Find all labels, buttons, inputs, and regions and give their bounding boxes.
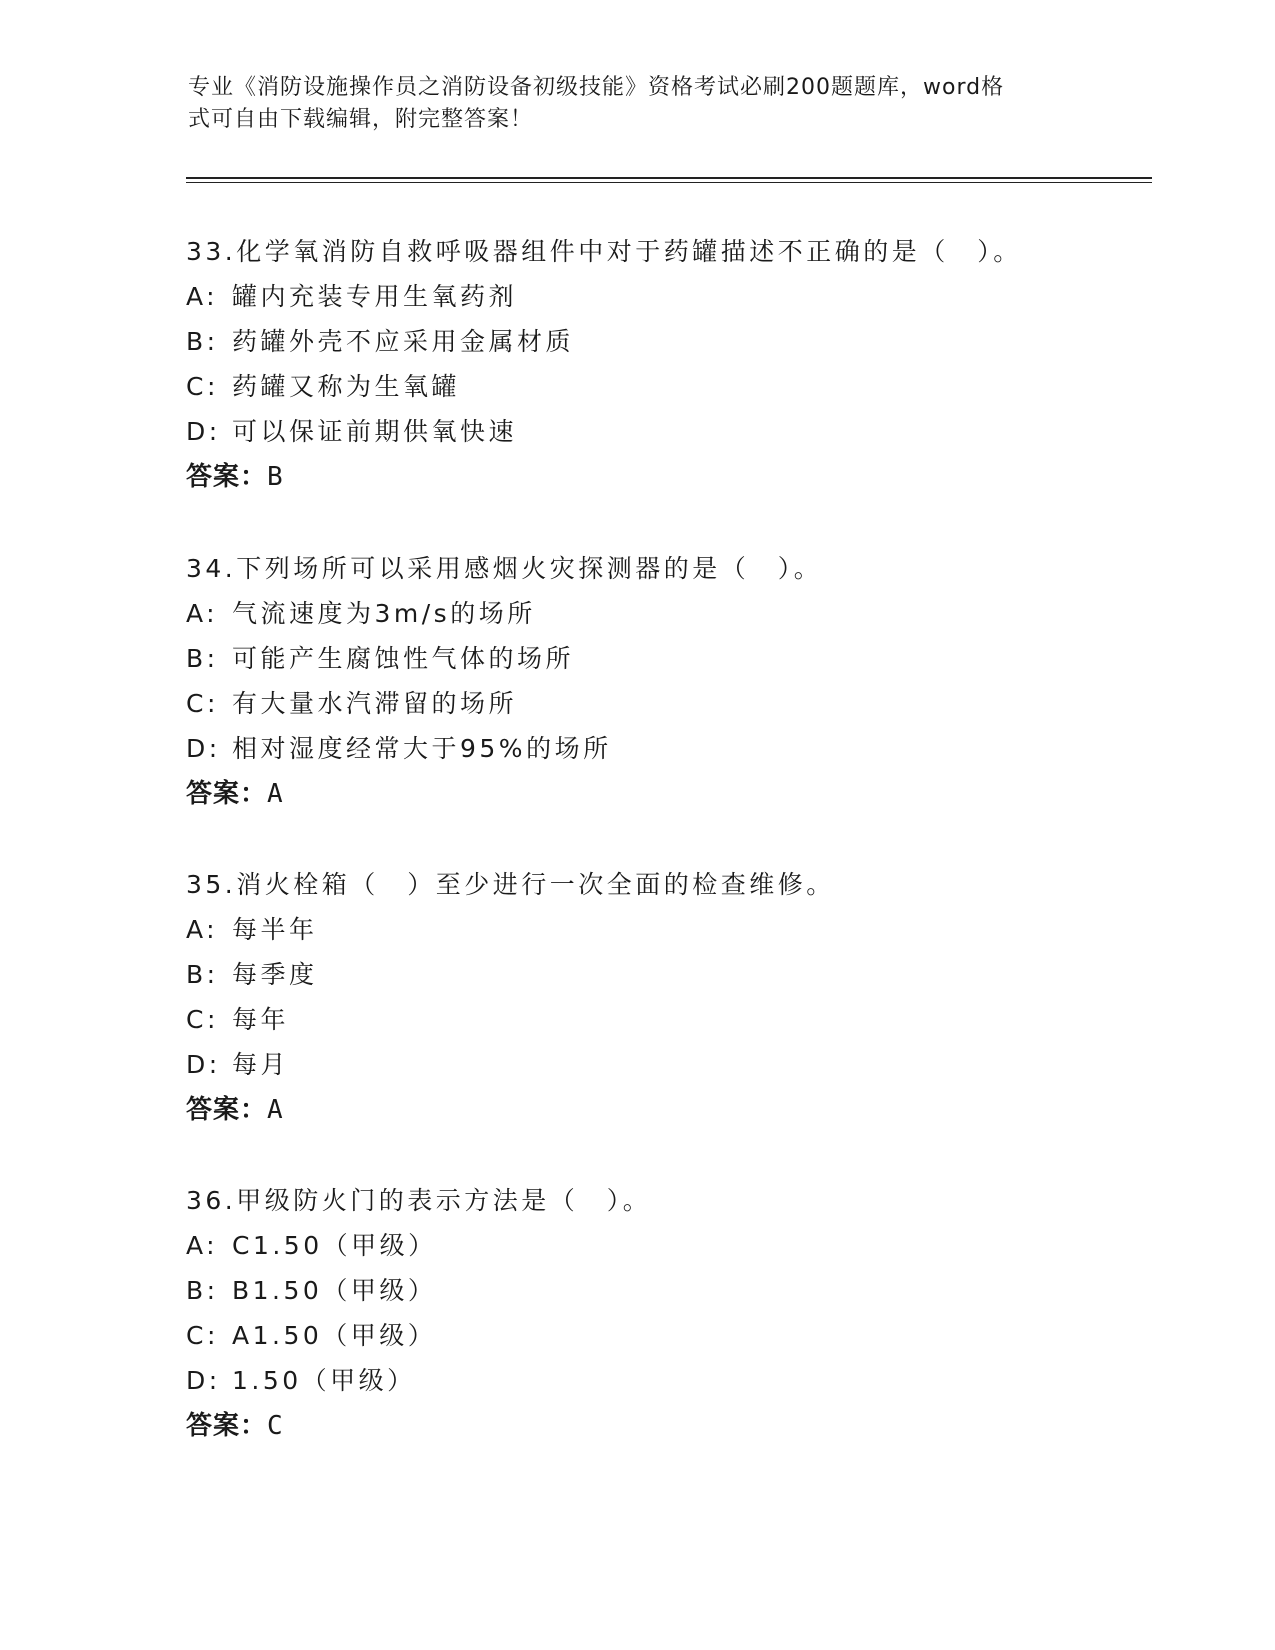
option-letter: B: bbox=[186, 327, 219, 356]
option-letter: B: bbox=[186, 1276, 219, 1305]
option-c bbox=[186, 681, 1086, 726]
option-b bbox=[186, 319, 1086, 364]
header-divider-thin bbox=[186, 182, 1152, 183]
option-text: 药罐又称为生氧罐 bbox=[232, 372, 461, 401]
option-letter: D: bbox=[186, 417, 221, 446]
option-a bbox=[186, 274, 1086, 319]
option-text: 每季度 bbox=[232, 960, 318, 989]
option-a bbox=[186, 907, 1086, 952]
answer-line bbox=[186, 1087, 1086, 1133]
question-stem: 36.甲级防火门的表示方法是（ ）。 bbox=[186, 1186, 652, 1215]
option-c bbox=[186, 364, 1086, 409]
option-text: 1.50（甲级） bbox=[232, 1366, 416, 1395]
option-b bbox=[186, 636, 1086, 681]
option-text: C1.50（甲级） bbox=[232, 1231, 437, 1260]
option-letter: C: bbox=[186, 1321, 219, 1350]
document-header bbox=[188, 72, 1068, 136]
option-text: 可以保证前期供氧快速 bbox=[232, 417, 518, 446]
option-letter: A: bbox=[186, 599, 219, 628]
header-divider-thick bbox=[186, 177, 1152, 179]
answer-value: B bbox=[267, 462, 284, 492]
question-34 bbox=[186, 546, 1086, 817]
option-text: 有大量水汽滞留的场所 bbox=[232, 689, 518, 718]
header-line-2: 式可自由下载编辑，附完整答案！ bbox=[188, 107, 534, 132]
question-stem: 34.下列场所可以采用感烟火灾探测器的是（ ）。 bbox=[186, 554, 823, 583]
option-d bbox=[186, 1358, 1086, 1403]
option-b bbox=[186, 1268, 1086, 1313]
option-d bbox=[186, 409, 1086, 454]
option-d bbox=[186, 1042, 1086, 1087]
option-text: 可能产生腐蚀性气体的场所 bbox=[232, 644, 575, 673]
answer-value: C bbox=[267, 1411, 284, 1441]
option-letter: C: bbox=[186, 689, 219, 718]
option-text: 每半年 bbox=[232, 915, 318, 944]
option-a bbox=[186, 591, 1086, 636]
option-text: 每年 bbox=[232, 1005, 290, 1034]
option-letter: B: bbox=[186, 644, 219, 673]
option-text: A1.50（甲级） bbox=[232, 1321, 437, 1350]
question-33 bbox=[186, 229, 1086, 500]
option-letter: A: bbox=[186, 282, 219, 311]
option-b bbox=[186, 952, 1086, 997]
option-letter: A: bbox=[186, 1231, 219, 1260]
option-a bbox=[186, 1223, 1086, 1268]
option-text: 相对湿度经常大于95%的场所 bbox=[232, 734, 612, 763]
option-c bbox=[186, 997, 1086, 1042]
answer-value: A bbox=[267, 779, 284, 809]
answer-value: A bbox=[267, 1095, 284, 1125]
option-text: 气流速度为3m/s的场所 bbox=[232, 599, 536, 628]
option-letter: B: bbox=[186, 960, 219, 989]
option-letter: C: bbox=[186, 372, 219, 401]
option-text: 药罐外壳不应采用金属材质 bbox=[232, 327, 575, 356]
question-36 bbox=[186, 1178, 1086, 1449]
option-text: B1.50（甲级） bbox=[232, 1276, 437, 1305]
option-text: 罐内充装专用生氧药剂 bbox=[232, 282, 518, 311]
option-d bbox=[186, 726, 1086, 771]
answer-label: 答案： bbox=[186, 779, 268, 809]
answer-line bbox=[186, 1403, 1086, 1449]
answer-label: 答案： bbox=[186, 1095, 268, 1125]
question-stem: 35.消火栓箱（ ）至少进行一次全面的检查维修。 bbox=[186, 870, 835, 899]
option-c bbox=[186, 1313, 1086, 1358]
option-letter: C: bbox=[186, 1005, 219, 1034]
answer-line bbox=[186, 454, 1086, 500]
option-letter: D: bbox=[186, 734, 221, 763]
answer-label: 答案： bbox=[186, 462, 268, 492]
option-letter: D: bbox=[186, 1050, 221, 1079]
option-letter: A: bbox=[186, 915, 219, 944]
answer-line bbox=[186, 771, 1086, 817]
question-stem: 33.化学氧消防自救呼吸器组件中对于药罐描述不正确的是（ ）。 bbox=[186, 237, 1022, 266]
option-letter: D: bbox=[186, 1366, 221, 1395]
option-text: 每月 bbox=[232, 1050, 290, 1079]
question-35 bbox=[186, 862, 1086, 1133]
header-line-1: 专业《消防设施操作员之消防设备初级技能》资格考试必刷200题题库，word格 bbox=[188, 75, 1005, 100]
answer-label: 答案： bbox=[186, 1411, 268, 1441]
